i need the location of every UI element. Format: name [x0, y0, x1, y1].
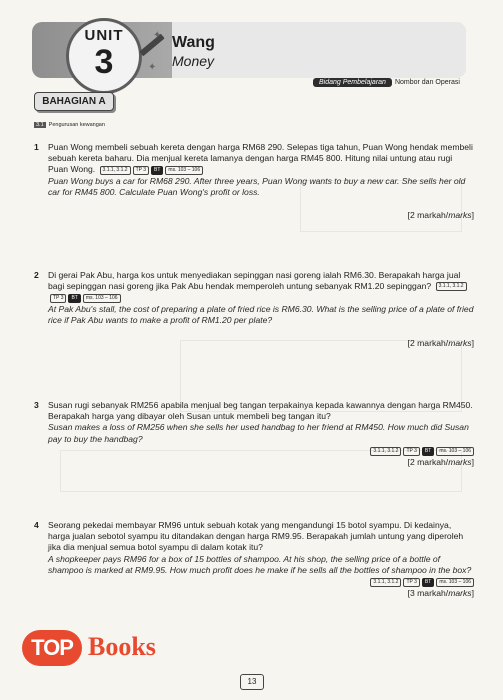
question-number: 3: [34, 400, 39, 410]
page-range-tag: ms. 103 – 106: [83, 294, 121, 303]
marks-label: [2 markah/marks]: [407, 210, 474, 221]
textbook-tag: BT: [68, 294, 80, 303]
unit-word: UNIT: [84, 27, 124, 44]
question-text-english: A shopkeeper pays RM96 for a box of 15 bottles of shampoo. At his shop, the selling price of a bottle of shampoo is marked at RM9.95. How much profit does he make if he sells all the bottles of shampoo in the box?: [48, 553, 472, 575]
marks-label: [2 markah/marks]: [407, 338, 474, 349]
question-2: [34, 270, 474, 349]
question-text-malay: Susan rugi sebanyak RM256 apabila menjual beg tangan terpakainya kepada kawannya dengan harga RM450. Berapakah harga yang dibayar oleh Susan untuk membeli beg tangan itu?: [48, 400, 473, 422]
standard-tag: 3.1.1, 3.1.2: [100, 166, 131, 175]
question-tags: [48, 577, 474, 588]
standard-tag: 3.1.1, 3.1.2: [370, 447, 401, 456]
marks-label: [2 markah/marks]: [407, 457, 474, 468]
sparkle-icon: ✦: [153, 30, 162, 41]
page-range-tag: ms. 103 – 106: [436, 578, 474, 587]
question-4: [34, 520, 474, 599]
header-title-panel: [172, 22, 466, 78]
level-tag: TP 3: [50, 294, 66, 303]
question-number: 1: [34, 142, 39, 152]
question-text-english: Puan Wong buys a car for RM68 290. After three years, Puan Wong wants to buy a new car. She sells her old car for RM45 800. Calculate Puan Wong's profit or loss.: [48, 175, 466, 197]
subsection-number: 3.1: [36, 122, 44, 128]
subsection-title: Pengurusan kewangan: [48, 122, 105, 128]
sparkle-icon: ✦: [148, 62, 157, 73]
page-number: 13: [240, 674, 264, 690]
question-text-malay: Puan Wong membeli sebuah kereta dengan harga RM68 290. Selepas tiga tahun, Puan Wong hendak membeli sebuah kereta baharu. Dia menjual kereta lamanya dengan harga RM45 800. Hitung nilai untung atau rugi Puan Wong.: [48, 142, 473, 175]
level-tag: TP 3: [403, 447, 419, 456]
standard-tag: 3.1.1, 3.1.2: [436, 282, 467, 291]
learning-area-value: Nombor dan Operasi: [394, 78, 460, 86]
marks-label: [3 markah/marks]: [407, 588, 474, 599]
unit-title-english: Money: [172, 53, 215, 69]
question-text-english: At Pak Abu's stall, the cost of preparing a plate of fried rice is RM6.30. What is the selling price of a plate of fried rice if Pak Abu wants to make a profit of RM1.20 per plate?: [48, 303, 474, 325]
question-1: [34, 142, 474, 221]
standard-tag: 3.1.1, 3.1.2: [370, 578, 401, 587]
question-3: [34, 400, 474, 468]
unit-number: 3: [94, 43, 114, 81]
section-heading: BAHAGIAN A: [34, 92, 114, 111]
learning-area: [313, 76, 460, 88]
subsection-tag: [34, 122, 105, 128]
page-range-tag: ms. 103 – 106: [165, 166, 203, 175]
unit-badge: [66, 18, 142, 94]
topbooks-logo: [22, 630, 174, 666]
level-tag: TP 3: [403, 578, 419, 587]
level-tag: TP 3: [133, 166, 149, 175]
logo-books-text: Books: [88, 632, 156, 661]
question-number: 4: [34, 520, 39, 530]
question-text-english: Susan makes a loss of RM256 when she sells her used handbag to her friend at RM450. How much did Susan pay to buy the handbag?: [48, 422, 469, 444]
learning-area-label: Bidang Pembelajaran: [313, 78, 392, 87]
textbook-tag: BT: [151, 166, 163, 175]
question-tags: [48, 446, 474, 457]
page-range-tag: ms. 103 – 106: [436, 447, 474, 456]
question-text-malay: Di gerai Pak Abu, harga kos untuk menyediakan sepinggan nasi goreng ialah RM6.30. Berapakah harga jual bagi sepinggan nasi goreng jika Pak Abu hendak memperoleh untung sebanyak RM1.20 sepinggan?: [48, 270, 461, 292]
question-text-malay: Seorang pekedai membayar RM96 untuk sebuah kotak yang mengandungi 15 botol syampu. Di kedainya, harga jualan sebotol syampu itu ditandakan dengan harga RM9.95. Berapakah jumlah untung yang diperoleh jika dia menjual semua botol syampu di dalam kotak itu?: [48, 520, 464, 553]
unit-title-malay: Wang: [172, 34, 215, 51]
logo-top-text: TOP: [22, 630, 82, 666]
textbook-tag: BT: [422, 578, 434, 587]
question-number: 2: [34, 270, 39, 280]
textbook-tag: BT: [422, 447, 434, 456]
